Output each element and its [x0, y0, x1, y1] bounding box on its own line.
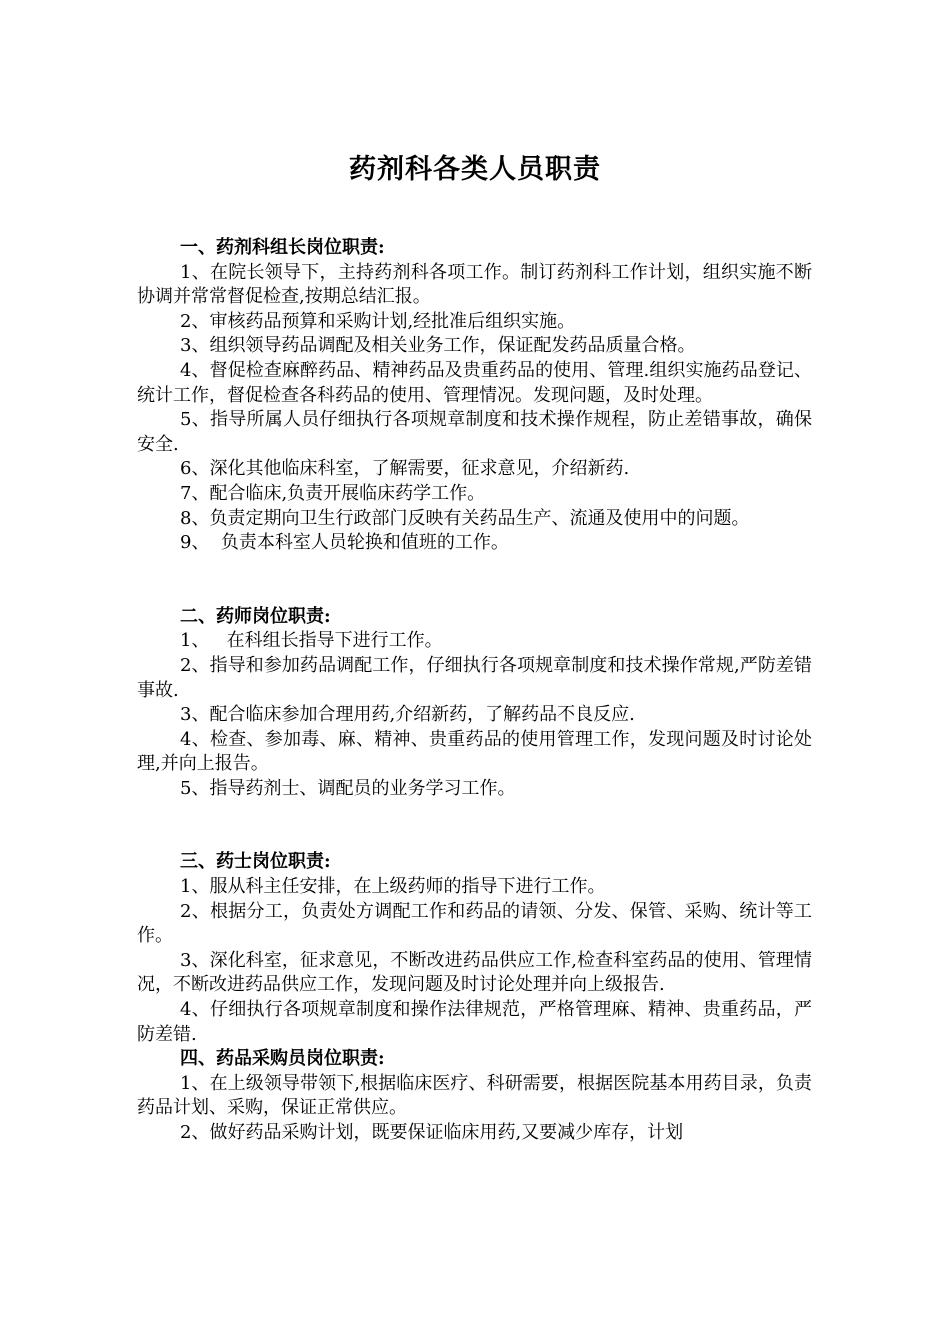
- duty-item: 8、负责定期向卫生行政部门反映有关药品生产、流通及使用中的问题。: [180, 507, 750, 529]
- duty-item: 5、指导所属人员仔细执行各项规章制度和技术操作规程，防止差错事故，确保安全.: [137, 409, 812, 455]
- duty-item: 1、在院长领导下，主持药剂科各项工作。制订药剂科工作计划，组织实施不断协调并常常督促检查,按期总结汇报。: [137, 261, 812, 308]
- section-assistant-pharmacist: [137, 850, 812, 1047]
- duty-item: 1、 在科组长指导下进行工作。: [180, 630, 443, 652]
- document-title: 药剂科各类人员职责: [349, 154, 601, 185]
- section-purchaser: [137, 1047, 812, 1145]
- duty-item: 1、服从科主任安排，在上级药师的指导下进行工作。: [180, 876, 606, 898]
- section-group-leader: [137, 236, 812, 556]
- duty-item: 2、指导和参加药品调配工作，仔细执行各项规章制度和技术操作常规,严防差错事故.: [137, 654, 812, 701]
- duty-item: 5、指导药剂士、调配员的业务学习工作。: [180, 777, 516, 799]
- duty-item: 4、仔细执行各项规章制度和操作法律规范，严格管理麻、精神、贵重药品，严防差错.: [137, 999, 812, 1045]
- section-pharmacist: [137, 605, 812, 802]
- duty-item: 2、根据分工，负责处方调配工作和药品的请领、分发、保管、采购、统计等工作。: [137, 900, 812, 947]
- document-body: [137, 236, 812, 1146]
- duty-item: 7、配合临床,负责开展临床药学工作。: [180, 482, 486, 504]
- section-heading: 四、药品采购员岗位职责:: [180, 1048, 385, 1070]
- section-spacer: [137, 556, 812, 605]
- duty-item: 3、深化科室，征求意见，不断改进药品供应工作,检查科室药品的使用、管理情况，不断改进药品供应工作，发现问题及时讨论处理并向上级报告.: [137, 949, 812, 996]
- section-heading: 三、药士岗位职责:: [180, 851, 331, 873]
- section-heading: 二、药师岗位职责:: [180, 605, 331, 627]
- duty-item: 3、配合临床参加合理用药,介绍新药，了解药品不良反应.: [180, 704, 635, 726]
- duty-item: 2、审核药品预算和采购计划,经批准后组织实施。: [180, 310, 576, 332]
- duty-item: 6、深化其他临床科室，了解需要，征求意见，介绍新药.: [180, 458, 630, 480]
- duty-item: 1、在上级领导带领下,根据临床医疗、科研需要，根据医院基本用药目录，负责药品计划、采购，保证正常供应。: [137, 1072, 812, 1119]
- duty-item: 2、做好药品采购计划，既要保证临床用药,又要减少库存，计划: [180, 1122, 684, 1143]
- duty-item: 4、检查、参加毒、麻、精神、贵重药品的使用管理工作，发现问题及时讨论处理,并向上报告。: [137, 728, 812, 775]
- section-spacer: [137, 801, 812, 850]
- section-heading: 一、药剂科组长岗位职责:: [180, 237, 385, 258]
- duty-item: 3、组织领导药品调配及相关业务工作，保证配发药品质量合格。: [180, 335, 696, 357]
- duty-item: 4、督促检查麻醉药品、精神药品及贵重药品的使用、管理.组织实施药品登记、统计工作，督促检查各科药品的使用、管理情况。发现问题，及时处理。: [137, 359, 812, 406]
- duty-item: 9、 负责本科室人员轮换和值班的工作。: [180, 532, 509, 554]
